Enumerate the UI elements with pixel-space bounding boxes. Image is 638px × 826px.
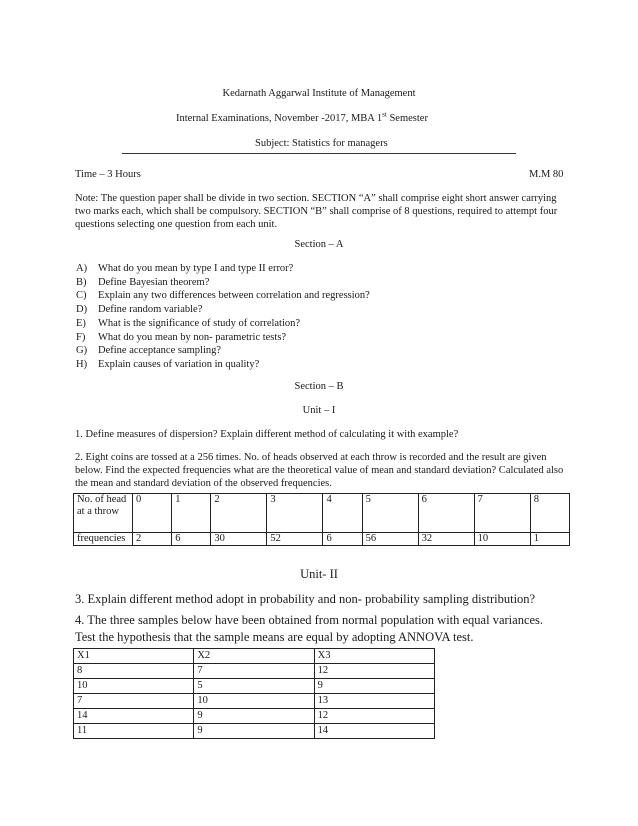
list-item: H) Explain causes of variation in quality? xyxy=(76,358,260,370)
table-cell: 5 xyxy=(194,679,314,694)
exam-title: Internal Examinations, November -2017, MBA 1st Semester xyxy=(176,110,428,124)
table-cell: 30 xyxy=(211,533,267,546)
table-cell: 5 xyxy=(362,494,418,533)
table-cell: 13 xyxy=(314,694,434,709)
question-2: 2. Eight coins are tossed at a 256 times. No. of heads observed at each throw is recorded and the result are given below. Find the expected frequencies what are the theoretical value of mean and standard deviation? Calculated also the mean and standard deviation of the observed frequencies. xyxy=(75,452,564,489)
table-cell: 7 xyxy=(474,494,530,533)
table-cell: 8 xyxy=(74,664,194,679)
table-cell: 7 xyxy=(74,694,194,709)
institute-name: Kedarnath Aggarwal Institute of Management xyxy=(222,88,416,99)
section-b-title: Section – B xyxy=(294,381,344,392)
table-cell: 2 xyxy=(211,494,267,533)
frequency-table xyxy=(73,493,570,546)
table-cell: 2 xyxy=(133,533,172,546)
list-item: A) What do you mean by type I and type II error? xyxy=(76,263,294,274)
table-cell: 6 xyxy=(323,533,362,546)
anova-table xyxy=(73,648,435,739)
table-header-cell: X2 xyxy=(194,649,314,664)
question-1: 1. Define measures of dispersion? Explain different method of calculating it with example? xyxy=(75,429,459,440)
table-cell: 6 xyxy=(172,533,211,546)
table-cell: 1 xyxy=(530,533,569,546)
table-row xyxy=(74,709,435,724)
table-cell: 12 xyxy=(314,709,434,724)
exam-time: Time – 3 Hours xyxy=(75,169,141,180)
list-item: G) Define acceptance sampling? xyxy=(76,345,222,357)
table-cell: 56 xyxy=(362,533,418,546)
subject-line: Subject: Statistics for managers xyxy=(255,138,388,149)
table-cell: 0 xyxy=(133,494,172,533)
table-cell: 3 xyxy=(267,494,323,533)
table-row xyxy=(74,533,570,546)
table-cell: 32 xyxy=(418,533,474,546)
list-item: D) Define random variable? xyxy=(76,304,203,316)
list-item: E) What is the significance of study of correlation? xyxy=(76,317,301,329)
instructions-note: Note: The question paper shall be divide in two section. SECTION “A” shall comprise eight short answer carrying two marks each, which shall be compulsory. SECTION “B” shall comprise of 8 questions, required to attempt four questions selecting one question from each unit. xyxy=(75,193,558,230)
table-header-cell: X3 xyxy=(314,649,434,664)
section-a-questions xyxy=(76,262,370,372)
header-divider xyxy=(122,153,516,154)
table-cell: 10 xyxy=(74,679,194,694)
unit-1-title: Unit – I xyxy=(302,405,336,416)
table-cell: 4 xyxy=(323,494,362,533)
table-cell: 9 xyxy=(194,709,314,724)
table-cell: 10 xyxy=(194,694,314,709)
list-item: F) What do you mean by non- parametric tests? xyxy=(76,331,287,343)
table-row xyxy=(74,679,435,694)
list-item: B) Define Bayesian theorem? xyxy=(76,276,210,288)
table-cell: 14 xyxy=(314,724,434,739)
table-cell: 9 xyxy=(194,724,314,739)
list-item: C) Explain any two differences between correlation and regression? xyxy=(76,290,370,302)
table-cell: 9 xyxy=(314,679,434,694)
table-cell: 7 xyxy=(194,664,314,679)
table-cell: 6 xyxy=(418,494,474,533)
table-row xyxy=(74,664,435,679)
max-marks: M.M 80 xyxy=(529,169,564,180)
table-row xyxy=(74,649,435,664)
question-3: 3. Explain different method adopt in probability and non- probability sampling distribution? xyxy=(75,592,536,606)
table-row xyxy=(74,724,435,739)
table-header-cell: X1 xyxy=(74,649,194,664)
table-cell: frequencies xyxy=(74,533,133,546)
table-cell: 8 xyxy=(530,494,569,533)
table-cell: 11 xyxy=(74,724,194,739)
table-cell: No. of head at a throw xyxy=(74,494,133,533)
question-4: 4. The three samples below have been obtained from normal population with equal variances. Test the hypothesis that the sample means are equal by adopting ANNOVA test. xyxy=(75,613,544,644)
table-cell: 12 xyxy=(314,664,434,679)
table-row xyxy=(74,494,570,533)
table-cell: 1 xyxy=(172,494,211,533)
table-cell: 52 xyxy=(267,533,323,546)
table-cell: 10 xyxy=(474,533,530,546)
table-cell: 14 xyxy=(74,709,194,724)
section-a-title: Section – A xyxy=(294,239,344,250)
unit-2-title: Unit- II xyxy=(300,567,338,581)
table-row xyxy=(74,694,435,709)
